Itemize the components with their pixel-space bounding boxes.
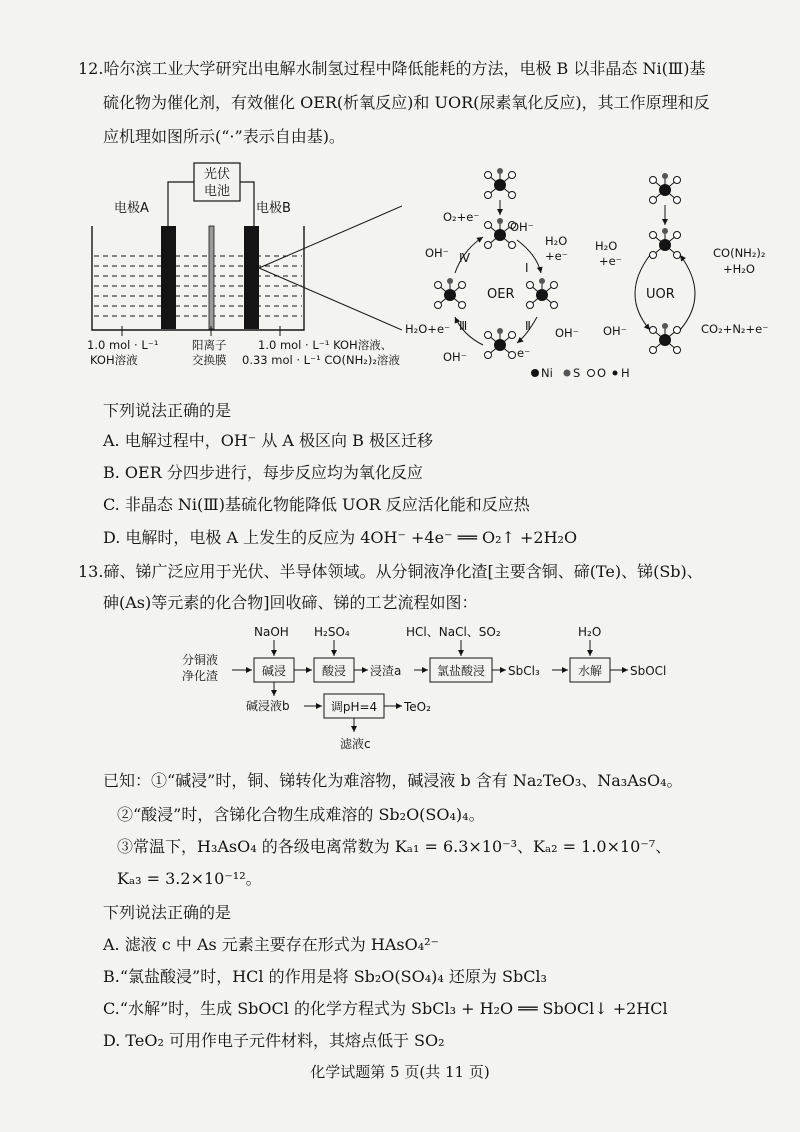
box-chloride-acid-leach: 氯盐酸浸	[436, 664, 486, 678]
stream-alkali-liquor-b: 碱浸液b	[246, 699, 290, 713]
q13-known-3: ③常温下，H₃AsO₄ 的各级电离常数为 Kₐ₁ = 6.3×10⁻³、Kₐ₂ = 1.0×10⁻⁷、	[117, 837, 672, 856]
q13-option-a: A. 滤液 c 中 As 元素主要存在形式为 HAsO₄²⁻	[103, 935, 439, 954]
step-3-label: Ⅲ	[459, 319, 468, 333]
q13-known-2: ②“酸浸”时，含锑化合物生成难溶的 Sb₂O(SO₄)₄。	[117, 805, 485, 824]
reagent-h2o: H₂O	[578, 625, 602, 639]
feed-label-1: 分铜液	[182, 653, 219, 667]
electrolysis-cell-diagram	[82, 160, 402, 390]
reagent-hcl-nacl-so2: HCl、NaCl、SO₂	[406, 625, 501, 639]
pv-label-1: 光伏	[203, 167, 231, 182]
q12-option-d: D. 电解时，电极 A 上发生的反应为 4OH⁻ +4e⁻ ══ O₂↑ +2H₂O	[103, 528, 578, 547]
oer-h2o-e: H₂O+e⁻	[405, 322, 451, 336]
membrane-label-1: 阳离子	[192, 338, 227, 352]
reagent-naoh: NaOH	[254, 625, 289, 639]
legend-h: H	[621, 366, 630, 380]
q13-prompt: 下列说法正确的是	[103, 903, 232, 922]
process-flow-diagram	[180, 618, 720, 758]
left-solution-label-1: 1.0 mol · L⁻¹	[87, 338, 159, 352]
electrode-a-label: 电极A	[114, 201, 149, 216]
box-adjust-ph: 调pH=4	[330, 700, 378, 714]
q12-option-c: C. 非晶态 Ni(Ⅲ)基硫化物能降低 UOR 反应活化能和反应热	[103, 495, 530, 514]
uor-products: CO₂+N₂+e⁻	[701, 322, 769, 336]
q13-known-4: Kₐ₃ = 3.2×10⁻¹²。	[117, 869, 262, 888]
uor-label: UOR	[646, 287, 675, 302]
oer-o2: O₂+e⁻	[443, 210, 480, 224]
cation-exchange-membrane	[209, 226, 214, 329]
q13-stem-line-1: 13.碲、锑广泛应用于光伏、半导体领域。从分铜液净化渣[主要含铜、碲(Te)、锑(Sb)、	[78, 562, 703, 581]
stream-teo2: TeO₂	[404, 700, 431, 714]
q13-known-1: 已知：①“碱浸”时，铜、锑转化为难溶物，碱浸液 b 含有 Na₂TeO₃、Na₃AsO₄。	[103, 771, 683, 790]
left-solution-label-2: KOH溶液	[90, 353, 138, 367]
box-hydrolysis: 水解	[577, 664, 603, 678]
uor-urea: CO(NH₂)₂	[713, 246, 766, 260]
legend-o: O	[597, 366, 607, 380]
q12-stem-line-3: 应机理如图所示(“·”表示自由基)。	[103, 127, 345, 146]
right-solution-label-2: 0.33 mol · L⁻¹ CO(NH₂)₂溶液	[242, 353, 400, 367]
oer-uor-mechanism-diagram	[405, 145, 790, 385]
legend-s: S	[573, 366, 581, 380]
box-acid-leach: 酸浸	[321, 664, 347, 678]
oer-e-right: +e⁻	[545, 249, 568, 263]
step-2-label: Ⅱ	[525, 319, 531, 333]
stream-residue-a: 浸渣a	[370, 664, 402, 678]
q12-option-a: A. 电解过程中，OH⁻ 从 A 极区向 B 极区迁移	[103, 431, 433, 450]
box-alkali-leach: 碱浸	[261, 664, 287, 678]
right-solution-label-1: 1.0 mol · L⁻¹ KOH溶液、	[258, 338, 393, 352]
electrode-b-label: 电极B	[256, 201, 291, 216]
feed-label-2: 净化渣	[182, 669, 219, 683]
q13-stem-line-2: 砷(As)等元素的化合物]回收碲、锑的工艺流程如图：	[103, 593, 478, 612]
oer-h2o: H₂O	[545, 234, 568, 248]
page-footer: 化学试题第 5 页(共 11 页)	[310, 1063, 490, 1081]
q13-option-b: B.“氯盐酸浸”时，HCl 的作用是将 Sb₂O(SO₄)₄ 还原为 SbCl₃	[103, 967, 547, 986]
uor-h2o-2: +H₂O	[723, 262, 755, 276]
reagent-h2so4: H₂SO₄	[314, 625, 350, 639]
legend-ni: Ni	[541, 366, 553, 380]
oer-e-bottom: e⁻	[517, 346, 531, 360]
q12-stem-line-1: 12.哈尔滨工业大学研究出电解水制氢过程中降低能耗的方法，电极 B 以非晶态 Ni(Ⅲ)基	[78, 59, 706, 78]
stream-sbocl: SbOCl	[630, 664, 667, 678]
membrane-label-2: 交换膜	[192, 353, 227, 367]
electrode-b	[244, 226, 259, 329]
oer-oh-right: OH⁻	[555, 326, 579, 340]
oer-label: OER	[487, 287, 515, 302]
oer-oh-top: OH⁻	[510, 220, 534, 234]
oer-oh-top-left: OH⁻	[425, 246, 449, 260]
oer-oh-bottom: OH⁻	[443, 350, 467, 364]
pv-label-2: 电池	[203, 184, 231, 199]
step-1-label: Ⅰ	[525, 261, 529, 275]
uor-oh: OH⁻	[603, 324, 627, 338]
stream-filtrate-c: 滤液c	[340, 737, 371, 751]
q12-stem-line-2: 硫化物为催化剂，有效催化 OER(析氧反应)和 UOR(尿素氧化反应)，其工作原理和反	[103, 93, 710, 112]
uor-e: +e⁻	[599, 254, 622, 268]
stream-sbcl3: SbCl₃	[508, 664, 540, 678]
uor-h2o: H₂O	[595, 239, 618, 253]
q13-option-c: C.“水解”时，生成 SbOCl 的化学方程式为 SbCl₃ + H₂O ══ SbOCl↓ +2HCl	[103, 999, 668, 1018]
q12-option-b: B. OER 分四步进行，每步反应均为氧化反应	[103, 463, 423, 482]
q12-prompt: 下列说法正确的是	[103, 401, 232, 420]
q13-option-d: D. TeO₂ 可用作电子元件材料，其熔点低于 SO₂	[103, 1031, 445, 1050]
electrode-a	[161, 226, 176, 329]
step-4-label: Ⅳ	[459, 251, 471, 265]
